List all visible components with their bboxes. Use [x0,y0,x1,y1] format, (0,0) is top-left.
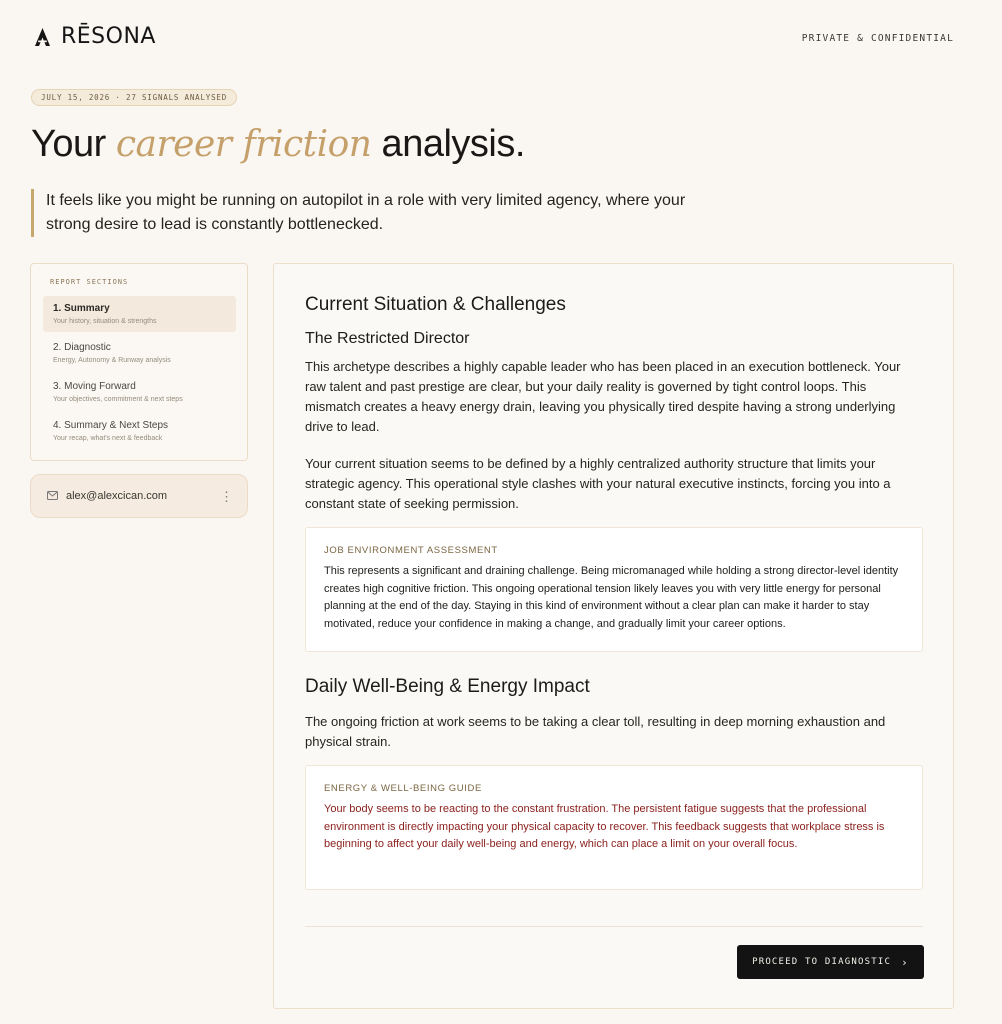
nav-item-label: 1. Summary [53,303,110,314]
energy-guide-box [305,765,923,890]
brand[interactable] [34,24,156,49]
title-accent: career friction [115,124,372,165]
report-sections-nav [30,263,248,461]
nav-item-label: 2. Diagnostic [53,342,111,353]
nav-item-moving-forward[interactable] [43,374,236,410]
archetype-title: The Restricted Director [305,330,470,347]
well-being-description: The ongoing friction at work seems to be taking a clear toll, resulting in deep morning exhaustion and physical strain. [305,714,886,749]
chevron-right-icon: › [901,955,909,969]
mail-icon [47,487,58,505]
nav-item-label: 4. Summary & Next Steps [53,420,169,431]
energy-guide-text: Your body seems to be reacting to the constant frustration. The persistent fatigue suggests that the professional environment is directly impacting your physical capacity to recover. This feedback suggests that workplace stress is beginning to affect your daily well-being and energy, which can place a limit on your overall focus. [324,803,885,850]
situation-description: Your current situation seems to be defined by a highly centralized authority structure that limits your strategic agency. This operational style clashes with your natural executive instincts, forcing you into a constant state of seeking permission. [305,456,891,511]
nav-item-label: 3. Moving Forward [53,381,136,392]
account-chip[interactable] [30,474,248,518]
brand-name: RĒSONA [61,24,156,49]
archetype-description: This archetype describes a highly capable leader who has been placed in an execution bottleneck. Your raw talent and past prestige are clear, but your daily reality is governed by tight control loops. This mismatch creates a heavy energy drain, leaving you physically tired despite having a strong underlying drive to lead. [305,359,901,434]
nav-item-sub: Your history, situation & strengths [53,318,157,325]
nav-item-sub: Energy, Autonomy & Runway analysis [53,357,171,364]
intro-quote: It feels like you might be running on autopilot in a role with very limited agency, where your strong desire to lead is constantly bottlenecked. [31,189,726,237]
account-email: alex@alexcican.com [66,490,168,502]
report-sections-title: REPORT SECTIONS [50,278,129,286]
energy-guide-title: ENERGY & WELL-BEING GUIDE [324,783,482,794]
confidential-label: PRIVATE & CONFIDENTIAL [801,33,954,44]
nav-item-diagnostic[interactable] [43,335,236,371]
page-title [31,123,525,166]
nav-item-sub: Your recap, what's next & feedback [53,435,163,442]
nav-item-summary-next-steps[interactable] [43,413,236,449]
nav-item-summary[interactable] [43,296,236,332]
title-suffix: analysis. [371,123,525,165]
job-environment-box [305,527,923,652]
proceed-label: PROCEED TO DIAGNOSTIC [752,957,892,967]
title-prefix: Your [31,123,116,165]
resona-logo-icon [34,27,51,47]
nav-item-sub: Your objectives, commitment & next steps [53,396,183,403]
divider [305,926,923,927]
job-environment-text: This represents a significant and draining challenge. Being micromanaged while holding a strong director-level identity creates high cognitive friction. This ongoing operational tension likely leaves you with very little energy for personal planning at the end of the day. Staying in this kind of environment without a clear plan can make it harder to stay motivated, reduce your confidence in making a change, and gradually limit your career options. [324,565,899,630]
section-title-well-being: Daily Well-Being & Energy Impact [305,676,590,697]
job-environment-title: JOB ENVIRONMENT ASSESSMENT [324,545,498,556]
report-content-card [273,263,954,1009]
kebab-menu-icon[interactable]: ⋮ [220,488,233,504]
proceed-to-diagnostic-button[interactable] [737,945,924,979]
section-title-current-situation: Current Situation & Challenges [305,294,566,315]
date-signals-badge: JULY 15, 2026 · 27 SIGNALS ANALYSED [31,89,237,106]
